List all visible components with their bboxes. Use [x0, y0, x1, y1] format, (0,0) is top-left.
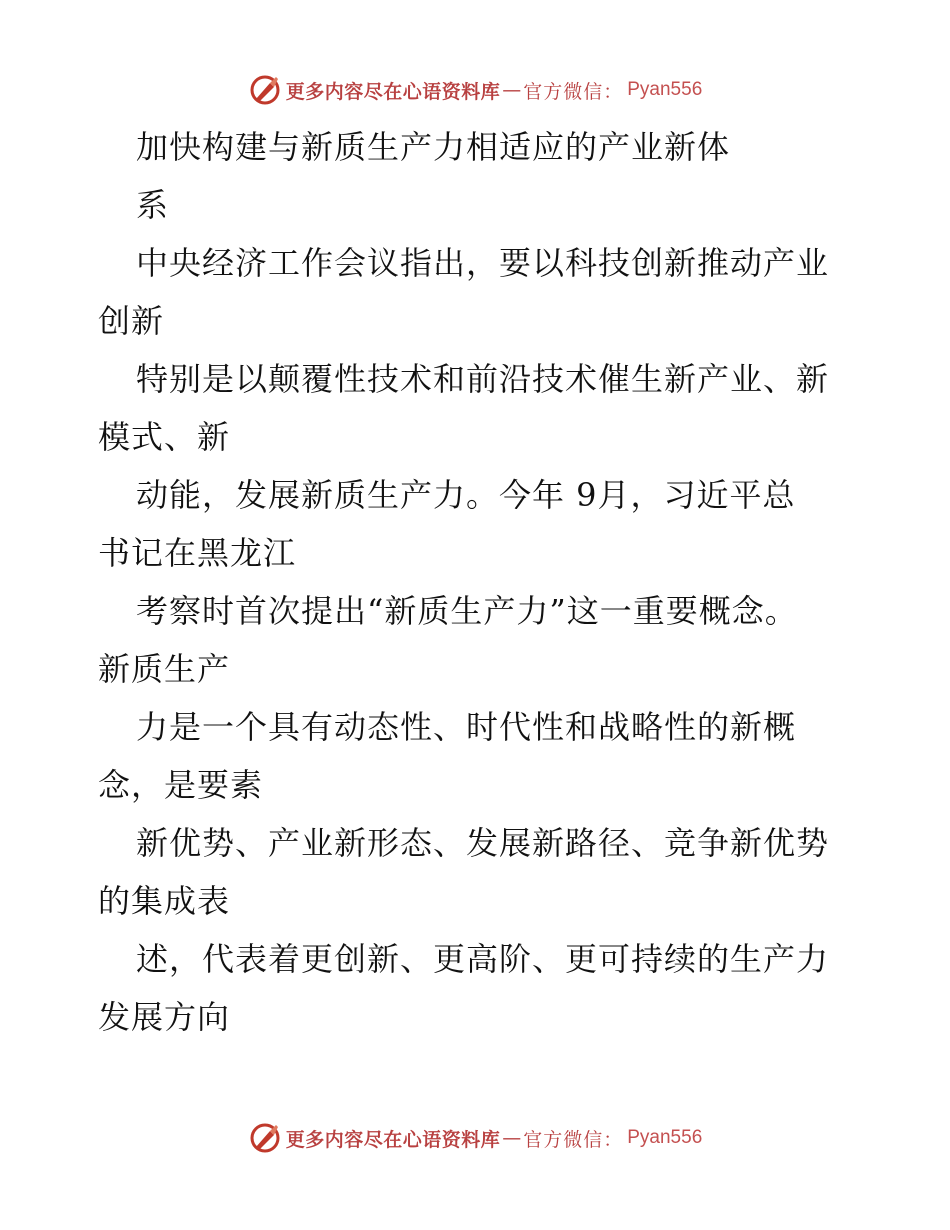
banner-main-text: 更多内容尽在心语资料库	[285, 1128, 501, 1151]
text-line: 动能，发展新质生产力。今年 9月，习近平总	[136, 476, 796, 514]
text-line: 考察时首次提出“新质生产力”这一重要概念。	[136, 592, 798, 630]
text-line: 新优势、产业新形态、发展新路径、竞争新优势	[136, 824, 830, 862]
text-line: 力是一个具有动态性、时代性和战略性的新概	[136, 708, 797, 746]
text-line: 的集成表	[98, 882, 231, 920]
text-line: 加快构建与新质生产力相适应的产业新体	[136, 128, 731, 166]
text-line: 中央经济工作会议指出，要以科技创新推动产业	[136, 244, 830, 282]
footer-banner	[0, 1118, 950, 1158]
text-line: 发展方向	[98, 998, 231, 1036]
text-line: 新质生产	[98, 650, 231, 688]
header-banner	[0, 70, 950, 110]
banner-wechat-label: 官方微信：	[523, 1128, 624, 1151]
document-body	[98, 118, 858, 1046]
text-line: 特别是以颠覆性技术和前沿技术催生新产业、新	[136, 360, 830, 398]
banner-wechat-id: Pyan556	[627, 1127, 703, 1148]
banner-separator: —	[502, 79, 522, 101]
text-line: 系	[136, 186, 170, 224]
banner-separator: —	[502, 1127, 522, 1149]
banner-main-text: 更多内容尽在心语资料库	[285, 80, 501, 103]
banner-wechat-label: 官方微信：	[523, 80, 624, 103]
banner-wechat-id: Pyan556	[627, 79, 703, 100]
pen-logo-icon	[248, 73, 282, 107]
text-line: 念，是要素	[98, 766, 264, 804]
text-line: 书记在黑龙江	[98, 534, 297, 572]
text-line: 创新	[98, 302, 165, 340]
text-line: 述，代表着更创新、更高阶、更可持续的生产力	[136, 940, 830, 978]
pen-logo-icon	[248, 1121, 282, 1155]
text-line: 模式、新	[98, 418, 231, 456]
